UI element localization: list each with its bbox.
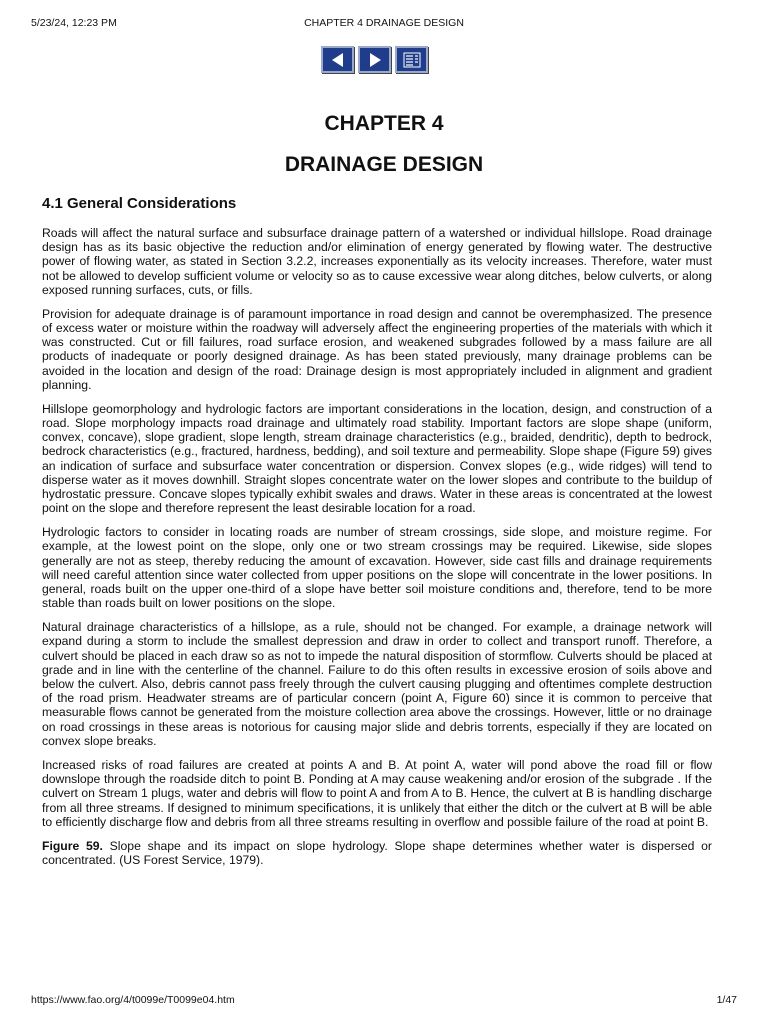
figure-caption-label: Figure 59. [42,838,103,853]
figure-caption-text: Slope shape and its impact on slope hydrology. Slope shape determines whether water is dispersed or concentrated. (US Forest Service, 1979). [42,838,712,867]
paragraph: Hillslope geomorphology and hydrologic factors are important considerations in the location, design, and construction of a road. Slope morphology impacts road drainage and ultimately road stability. Important factors are slope shape (uniform, convex, concave), slope gradient, slope length, stream drainage characteristics (e.g., braided, dendritic), depth to bedrock, bedrock characteristics (e.g., fractured, hardness, bedding), and soil texture and permeability. Slope shape (Figure 59) gives an indication of surface and subsurface water concentration or dispersion. Convex slopes (e.g., wide ridges) will tend to disperse water as it moves downhill. Straight slopes concentrate water on the lower slopes and contribute to the buildup of hydrostatic pressure. Concave slopes typically exhibit swales and draws. Water in these areas is concentrated at the lowest point on the slope and therefore represent the least desirable location for a road. [42,401,712,516]
chapter-title: DRAINAGE DESIGN [284,153,484,176]
paragraph: Provision for adequate drainage is of paramount importance in road design and cannot be overemphasized. The presence of excess water or moisture within the roadway will adversely affect the engineering properties of the materials with which it was constructed. Cut or fill failures, road surface erosion, and weakened subgrades followed by a mass failure are all products of inadequate or poorly designed drainage. As has been stated previously, many drainage problems can be avoided in the location and design of the road: Drainage design is most appropriately included in alignment and gradient planning. [42,306,712,392]
contents-list-icon [402,51,422,69]
paragraph: Natural drainage characteristics of a hillslope, as a rule, should not be changed. For example, a drainage network will expand during a storm to include the smallest depression and draw in order to collect and transport runoff. Therefore, a culvert should be placed in each draw so as not to impede the natural disposition of stormflow. Culverts should be placed at grade and in line with the centerline of the channel. Failure to do this often results in excessive erosion of soils above and below the culvert. Also, debris cannot pass freely through the culvert causing plugging and oftentimes complete destruction of the road prism. Headwater streams are of particular concern (point A, Figure 60) since it is common to perceive that measurable flows cannot be generated from the moisture collection area above the crossings. However, little or no drainage on road crossings in these areas is notorious for causing major slide and debris torrents, especially if they are located on convex slope breaks. [42,620,712,748]
table-of-contents-button[interactable] [395,46,428,73]
next-page-button[interactable] [358,46,391,73]
document-body [42,226,712,877]
paragraph: Increased risks of road failures are created at points A and B. At point A, water will pond above the road fill or flow downslope through the roadside ditch to point B. Ponding at A may cause weakening and/or erosion of the subgrade . If the culvert on Stream 1 plugs, water and debris will flow to point A and from A to B. Hence, the culvert at B is handling discharge from all three streams. If designed to minimum specifications, it is unlikely that either the ditch or the culvert at B will be able to efficiently discharge flow and debris from all three streams resulting in overflow and possible failure of the road at point B. [42,757,712,829]
previous-page-button[interactable] [321,46,354,73]
page-navigation [321,46,428,73]
right-arrow-icon [366,52,384,68]
chapter-number: CHAPTER 4 [324,112,444,135]
page-url: https://www.fao.org/4/t0099e/T0099e04.htm [31,994,235,1006]
left-arrow-icon [329,52,347,68]
print-header-title: CHAPTER 4 DRAINAGE DESIGN [304,17,464,29]
print-datetime: 5/23/24, 12:23 PM [31,17,117,29]
paragraph: Roads will affect the natural surface and subsurface drainage pattern of a watershed or individual hillslope. Road drainage design has as its basic objective the reduction and/or elimination of energy generated by flowing water. The destructive power of flowing water, as stated in Section 3.2.2, increases exponentially as its velocity increases. Therefore, water must not be allowed to develop sufficient volume or velocity so as to cause excessive wear along ditches, below culverts, or along exposed running surfaces, cuts, or fills. [42,226,712,297]
paragraph: Hydrologic factors to consider in locating roads are number of stream crossings, side slope, and moisture regime. For example, at the lowest point on the slope, only one or two stream crossings may be required. Likewise, side slopes generally are not as steep, thereby reducing the amount of excavation. However, side cast fills and drainage requirements will need careful attention since water collected from upper positions on the slope will concentrate in the lower positions. In general, roads built on the upper one-third of a slope have better soil moisture conditions and, therefore, tend to be more stable than roads built on lower positions on the slope. [42,525,712,611]
page-number: 1/47 [716,994,737,1006]
section-heading: 4.1 General Considerations [42,195,237,212]
figure-caption [42,839,712,867]
